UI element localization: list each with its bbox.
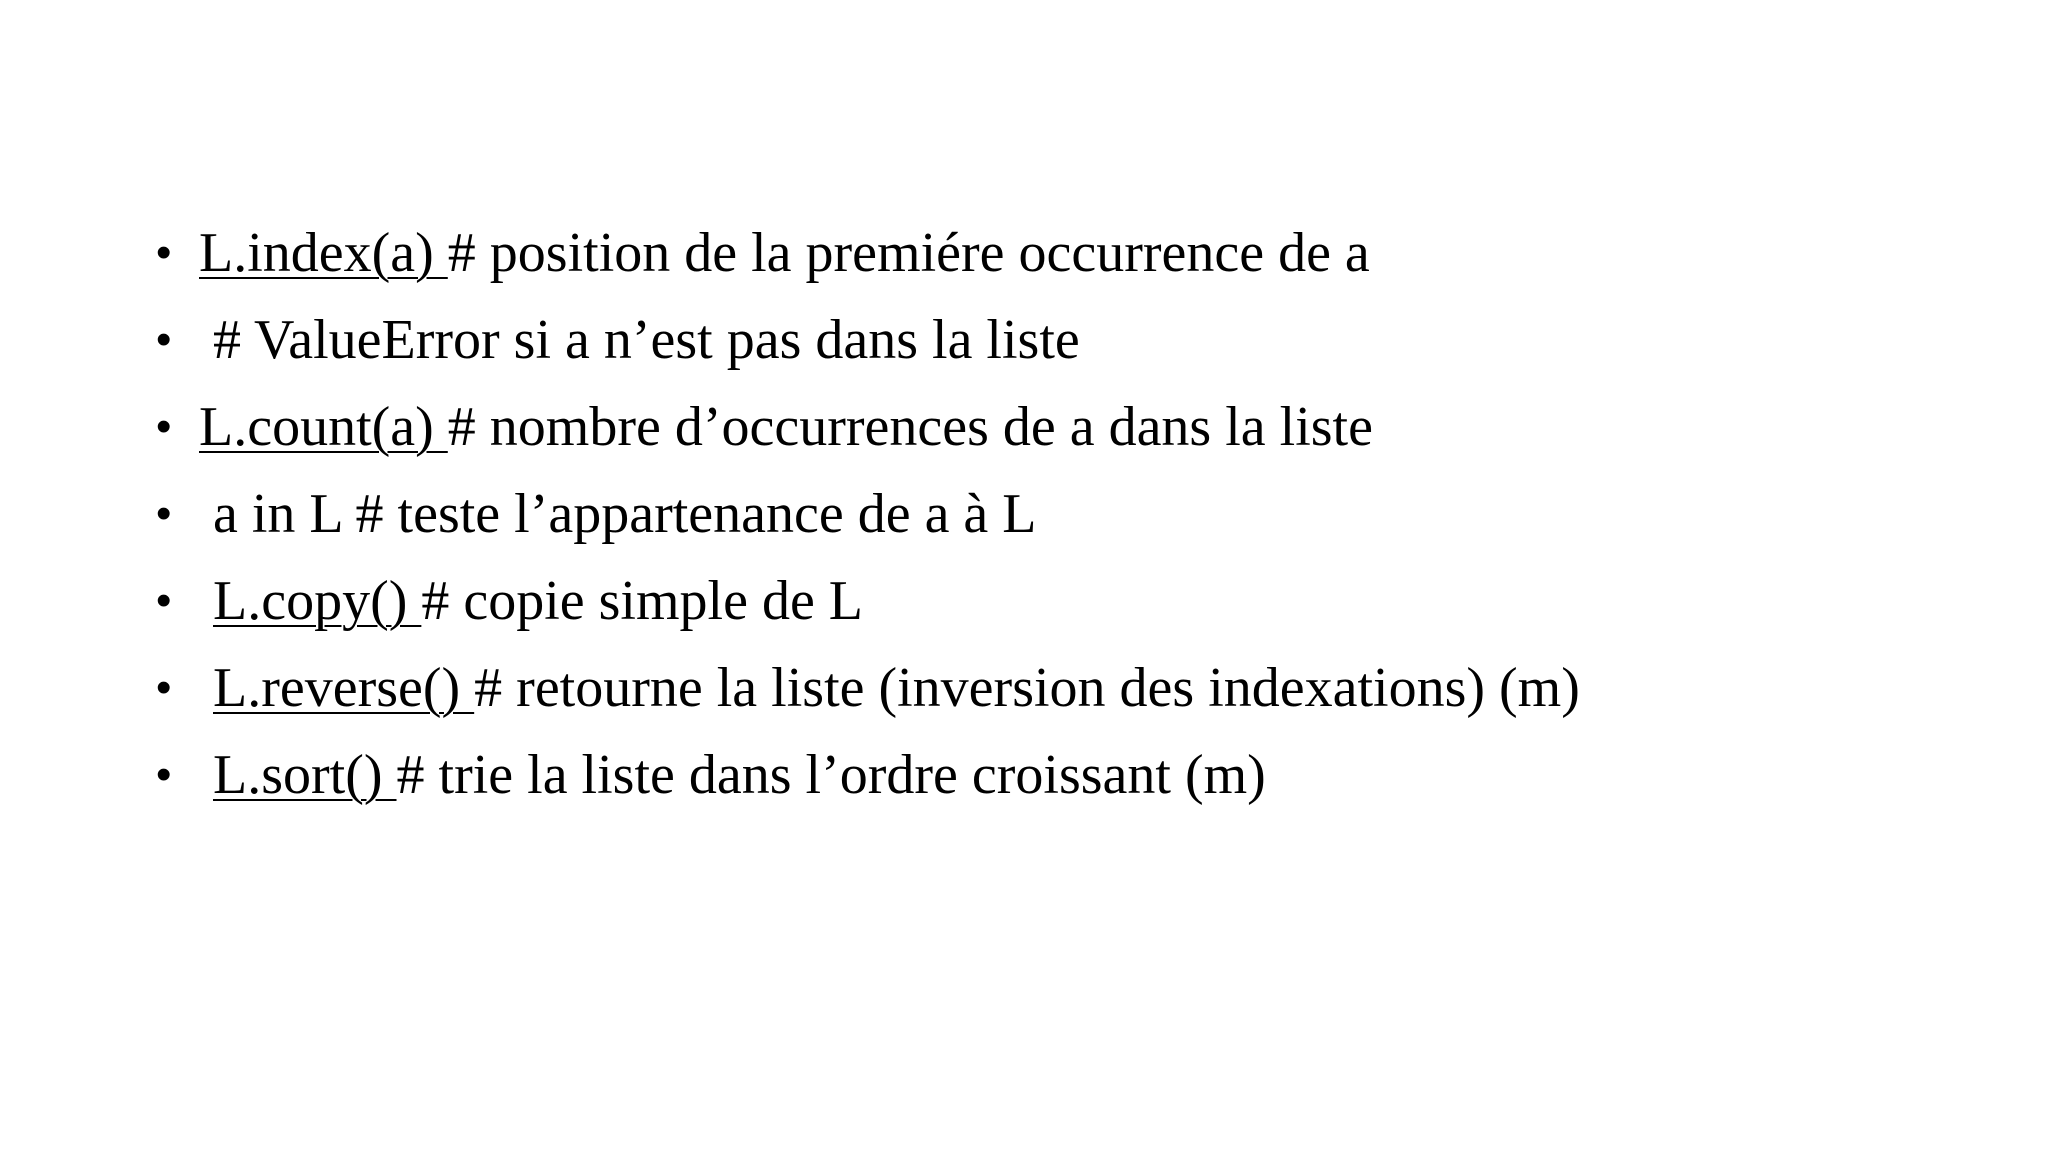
comment-reverse: # retourne la liste (inversion des indexations) (m) <box>474 657 1580 719</box>
bullet-icon: • <box>156 315 172 364</box>
code-method-reverse: L.reverse() <box>213 657 475 719</box>
bullet-list <box>156 218 1580 827</box>
code-method-sort: L.sort() <box>213 744 397 806</box>
comment-count: # nombre d’occurrences de a dans la liste <box>447 396 1373 458</box>
bullet-icon: • <box>156 228 172 277</box>
list-item-index <box>156 218 1580 305</box>
code-method-index: L.index(a) <box>199 222 448 284</box>
list-item-copy <box>156 566 1580 653</box>
bullet-icon: • <box>156 576 172 625</box>
list-item-sort <box>156 740 1580 827</box>
list-item-reverse <box>156 653 1580 740</box>
bullet-icon: • <box>156 663 172 712</box>
comment-copy: # copie simple de L <box>421 570 864 632</box>
comment-sort: # trie la liste dans l’ordre croissant (m) <box>396 744 1266 806</box>
bullet-icon: • <box>156 489 172 538</box>
list-item-in <box>156 479 1580 566</box>
comment-in: a in L # teste l’appartenance de a à L <box>213 483 1037 545</box>
comment-index: # position de la premiére occurrence de a <box>447 222 1370 284</box>
list-item-valueerror <box>156 305 1580 392</box>
comment-valueerror: # ValueError si a n’est pas dans la liste <box>213 309 1080 371</box>
bullet-icon: • <box>156 402 172 451</box>
code-method-copy: L.copy() <box>213 570 422 632</box>
code-method-count: L.count(a) <box>199 396 448 458</box>
bullet-icon: • <box>156 750 172 799</box>
list-item-count <box>156 392 1580 479</box>
